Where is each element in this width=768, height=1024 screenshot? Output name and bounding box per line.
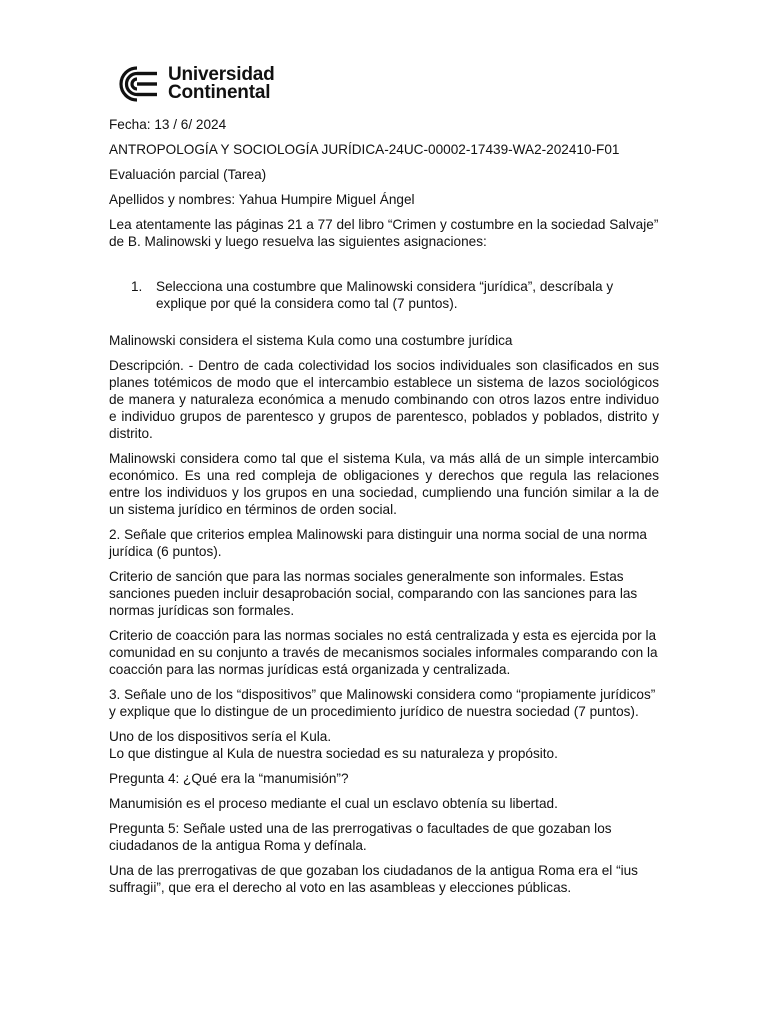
question-1-text: Selecciona una costumbre que Malinowski considera “jurídica”, descríbala y explique por qué la considera como tal (7 puntos). (156, 279, 614, 311)
course-line: ANTROPOLOGÍA Y SOCIOLOGÍA JURÍDICA-24UC-00002-17439-WA2-202410-F01 (109, 142, 620, 157)
logo-line-2: Continental (168, 82, 271, 103)
answer-2-coaccion: Criterio de coacción para las normas sociales no está centralizada y esta es ejercida por la comunidad en su conjunto a través de mecanismos sociales informales comparando con la coacción para las normas jurídicas está organizada y centralizada. (109, 628, 658, 677)
question-1 (109, 278, 659, 312)
answer-3 (109, 728, 659, 762)
question-4: Pregunta 4: ¿Qué era la “manumisión”? (109, 771, 349, 786)
instructions-paragraph: Lea atentamente las páginas 21 a 77 del libro “Crimen y costumbre en la sociedad Salvaje” de B. Malinowski y luego resuelva las siguientes asignaciones: (109, 217, 659, 249)
answer-3-line-1: Uno de los dispositivos sería el Kula. (109, 729, 332, 744)
document-body (109, 116, 659, 904)
date-line: Fecha: 13 / 6/ 2024 (109, 117, 227, 132)
question-5: Pregunta 5: Señale usted una de las prerrogativas o facultades de que gozaban los ciudadanos de la antigua Roma y defínala. (109, 821, 612, 853)
answer-4: Manumisión es el proceso mediante el cual un esclavo obtenía su libertad. (109, 796, 558, 811)
university-logo (114, 66, 275, 102)
answer-1-intro: Malinowski considera el sistema Kula como una costumbre jurídica (109, 333, 513, 348)
question-2: 2. Señale que criterios emplea Malinowski para distinguir una norma social de una norma jurídica (6 puntos). (109, 527, 647, 559)
question-3: 3. Señale uno de los “dispositivos” que Malinowski considera como “propiamente jurídicos” y explique que lo distingue de un procedimiento jurídico de nuestra sociedad (7 puntos). (109, 687, 656, 719)
answer-1-reason: Malinowski considera como tal que el sistema Kula, va más allá de un simple intercambio económico. Es una red compleja de obligaciones y derechos que regula las relaciones entre los individuos y los grupos en una sociedad, cumpliendo una función similar a la de un sistema jurídico en términos de orden social. (109, 451, 659, 517)
evaluation-line: Evaluación parcial (Tarea) (109, 167, 267, 182)
answer-3-line-2: Lo que distingue al Kula de nuestra sociedad es su naturaleza y propósito. (109, 746, 558, 761)
student-line: Apellidos y nombres: Yahua Humpire Miguel Ángel (109, 192, 415, 207)
question-1-number: 1. (131, 279, 143, 294)
answer-5: Una de las prerrogativas de que gozaban los ciudadanos de la antigua Roma era el “ius suffragii”, que era el derecho al voto en las asambleas y elecciones públicas. (109, 863, 638, 895)
logo-line-1: Universidad (168, 64, 275, 85)
answer-2-sancion: Criterio de sanción que para las normas sociales generalmente son informales. Estas sanciones pueden incluir desaprobación social, comparando con las sanciones para las normas jurídicas son formales. (109, 569, 638, 618)
answer-1-description: Descripción. - Dentro de cada colectividad los socios individuales son clasificados en sus planes totémicos de modo que el intercambio establece un sistema de lazos sociológicos de manera y naturaleza económica a menudo combinando con otros lazos entre individuo e individuo grupos de parentesco y grupos de parentesco, poblados y poblados, distrito y distrito. (109, 358, 659, 441)
logo-mark-icon (114, 66, 160, 102)
